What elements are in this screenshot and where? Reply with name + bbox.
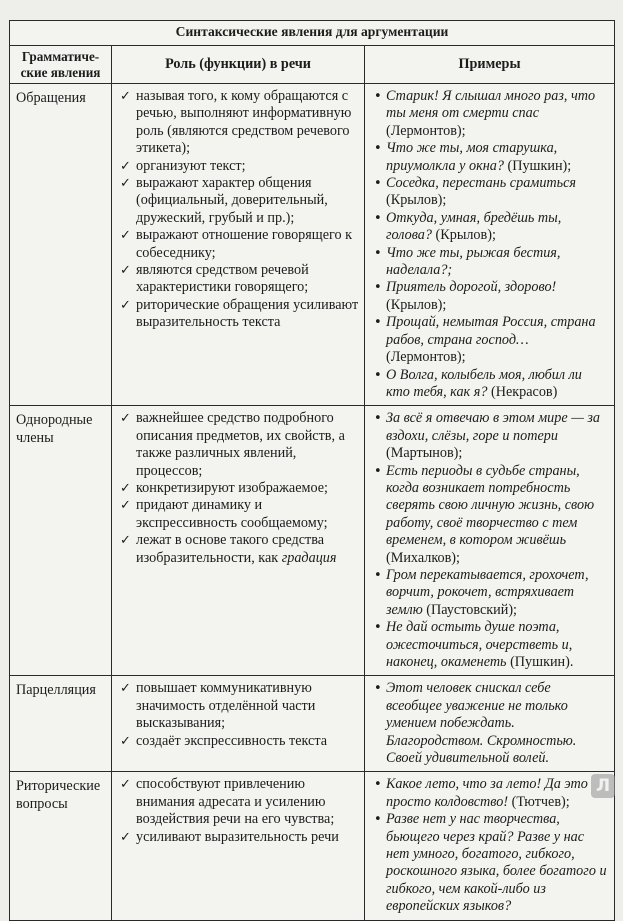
example-item: • Не дай остыть душе поэта, ожесточиться, очерстветь и, наконец, окаменеть (Пушкин). — [371, 619, 609, 671]
role-item: ✓ конкретизируют изображаемое; — [118, 480, 359, 497]
phenomenon-name: Риторические вопросы — [10, 772, 112, 920]
phenomenon-name: Парцелляция — [10, 676, 112, 772]
role-item: ✓ называя того, к кому обращаются с речью, выполняют информативную роль (являются средством речевого этикета); — [118, 88, 359, 158]
roles-cell — [112, 676, 365, 772]
table-row — [10, 406, 615, 676]
phenomenon-name: Однородные члены — [10, 406, 112, 676]
example-item: • Есть периоды в судьбе страны, когда возникает потребность сверять свою личную жизнь, свою работу, своё творчество с тем временем, в котором живёшь (Михалков); — [371, 463, 609, 567]
role-item: ✓ выражают характер общения (официальный, доверительный, дружеский, грубый и пр.); — [118, 175, 359, 227]
header-examples: Примеры — [365, 46, 615, 84]
example-item: • О Волга, колыбель моя, любил ли кто тебя, как я? (Некрасов) — [371, 367, 609, 402]
example-item: • Разве нет у нас творчества, бьющего через край? Разве у нас нет умного, богатого, гибкого, роскошного языка, более богатого и гибкого, чем какой-либо из европейских языков? — [371, 811, 609, 915]
header-phenomena-text: Грамматиче- ские явления — [20, 49, 101, 80]
example-item: • Этот человек снискал себе всеобщее уважение не только умением побеждать. Благородством. Скромностью. Своей удивительной волей. — [371, 680, 609, 767]
example-item: • Прощай, немытая Россия, страна рабов, страна господ… (Лермонтов); — [371, 314, 609, 366]
role-item: ✓ способствуют привлечению внимания адресата и усилению воздействия речи на его чувства; — [118, 776, 359, 828]
example-item: • Гром перекатывается, грохочет, ворчит, рокочет, встряхивает землю (Паустовский); — [371, 567, 609, 619]
examples-cell — [365, 772, 615, 920]
roles-cell — [112, 84, 365, 406]
example-item: • Старик! Я слышал много раз, что ты меня от смерти спас (Лермонтов); — [371, 88, 609, 140]
roles-cell — [112, 406, 365, 676]
example-item: • Откуда, умная, бредёшь ты, голова? (Крылов); — [371, 210, 609, 245]
example-item: • Приятель дорогой, здорово! (Крылов); — [371, 279, 609, 314]
header-phenomena — [10, 46, 112, 84]
example-item: • Какое лето, что за лето! Да это просто колдовство! (Тютчев); — [371, 776, 609, 811]
examples-cell — [365, 676, 615, 772]
role-item: ✓ придают динамику и экспрессивность сообщаемому; — [118, 497, 359, 532]
role-item: ✓ повышает коммуникативную значимость отделённой части высказывания; — [118, 680, 359, 732]
role-item: ✓ важнейшее средство подробного описания предметов, их свойств, а также различных явлений, процессов; — [118, 410, 359, 480]
roles-cell — [112, 772, 365, 920]
syntax-table — [9, 20, 615, 921]
table-title: Синтаксические явления для аргументации — [10, 21, 615, 46]
table-row — [10, 676, 615, 772]
role-item: ✓ усиливают выразительность речи — [118, 829, 359, 846]
role-item: ✓ лежат в основе такого средства изобразительности, как градация — [118, 532, 359, 567]
example-item: • Что же ты, рыжая бестия, наделала?; — [371, 245, 609, 280]
examples-cell — [365, 406, 615, 676]
role-item: ✓ создаёт экспрессивность текста — [118, 733, 359, 750]
role-item: ✓ риторические обращения усиливают выразительность текста — [118, 297, 359, 332]
phenomenon-name: Обращения — [10, 84, 112, 406]
role-item: ✓ выражают отношение говорящего к собеседнику; — [118, 227, 359, 262]
examples-cell — [365, 84, 615, 406]
example-item: • Соседка, перестань срамиться (Крылов); — [371, 175, 609, 210]
table-row — [10, 84, 615, 406]
role-item: ✓ являются средством речевой характеристики говорящего; — [118, 262, 359, 297]
header-roles: Роль (функции) в речи — [112, 46, 365, 84]
publisher-watermark-icon: Л — [591, 774, 615, 798]
role-item: ✓ организуют текст; — [118, 158, 359, 175]
table-row — [10, 772, 615, 920]
example-item: • Что же ты, моя старушка, приумолкла у окна? (Пушкин); — [371, 140, 609, 175]
example-item: • За всё я отвечаю в этом мире — за вздохи, слёзы, горе и потери (Мартынов); — [371, 410, 609, 462]
